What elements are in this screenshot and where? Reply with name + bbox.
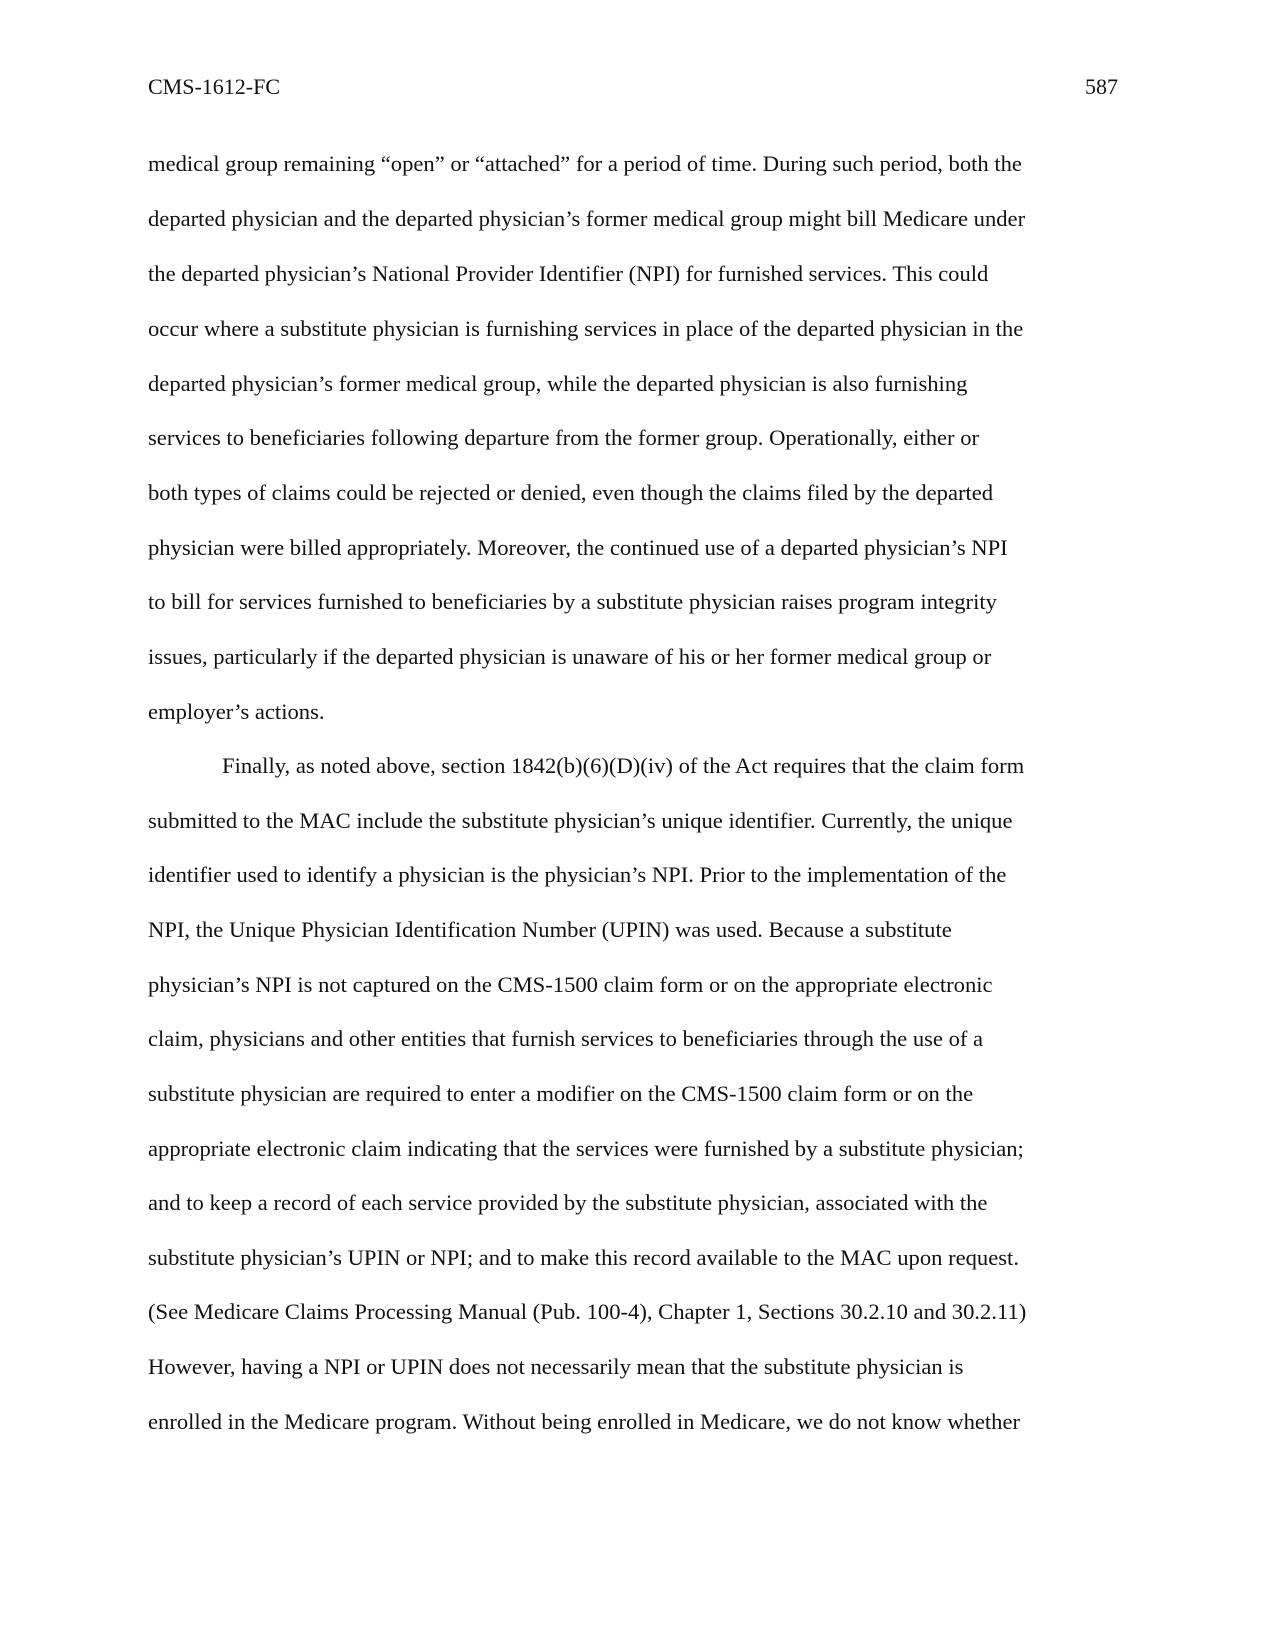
document-id: CMS-1612-FC	[148, 74, 281, 99]
text-line: substitute physician’s UPIN or NPI; and to make this record available to the MAC upon request.	[148, 1245, 1019, 1270]
text-line: departed physician and the departed physician’s former medical group might bill Medicare under	[148, 206, 1026, 231]
page-number: 587	[1085, 74, 1118, 99]
text-line: substitute physician are required to enter a modifier on the CMS-1500 claim form or on the	[148, 1081, 974, 1106]
text-line: NPI, the Unique Physician Identification Number (UPIN) was used. Because a substitute	[148, 917, 952, 942]
text-line: services to beneficiaries following departure from the former group. Operationally, either or	[148, 425, 980, 450]
text-line: to bill for services furnished to beneficiaries by a substitute physician raises program integrity	[148, 589, 997, 614]
text-line: medical group remaining “open” or “attached” for a period of time. During such period, both the	[148, 151, 1022, 176]
text-line: submitted to the MAC include the substitute physician’s unique identifier. Currently, the unique	[148, 808, 1013, 833]
text-line: the departed physician’s National Provider Identifier (NPI) for furnished services. This could	[148, 261, 989, 286]
text-line: However, having a NPI or UPIN does not necessarily mean that the substitute physician is	[148, 1354, 964, 1379]
text-line: identifier used to identify a physician is the physician’s NPI. Prior to the implementation of the	[148, 862, 1007, 887]
text-line: physician were billed appropriately. Moreover, the continued use of a departed physician’s NPI	[148, 535, 1008, 560]
text-line: employer’s actions.	[148, 699, 325, 724]
text-line: occur where a substitute physician is furnishing services in place of the departed physician in the	[148, 316, 1024, 341]
paragraph-first-line: Finally, as noted above, section 1842(b)(6)(D)(iv) of the Act requires that the claim form	[222, 753, 1025, 778]
text-line: departed physician’s former medical group, while the departed physician is also furnishing	[148, 371, 968, 396]
text-line: (See Medicare Claims Processing Manual (Pub. 100-4), Chapter 1, Sections 30.2.10 and 30.2.11)	[148, 1299, 1027, 1324]
text-line: and to keep a record of each service provided by the substitute physician, associated with the	[148, 1190, 988, 1215]
text-line: enrolled in the Medicare program. Without being enrolled in Medicare, we do not know whether	[148, 1409, 1021, 1434]
text-line: issues, particularly if the departed physician is unaware of his or her former medical group or	[148, 644, 992, 669]
text-line: appropriate electronic claim indicating that the services were furnished by a substitute physician;	[148, 1136, 1024, 1161]
text-line: claim, physicians and other entities that furnish services to beneficiaries through the use of a	[148, 1026, 984, 1051]
text-line: physician’s NPI is not captured on the CMS-1500 claim form or on the appropriate electronic	[148, 972, 993, 997]
text-line: both types of claims could be rejected or denied, even though the claims filed by the departed	[148, 480, 994, 505]
